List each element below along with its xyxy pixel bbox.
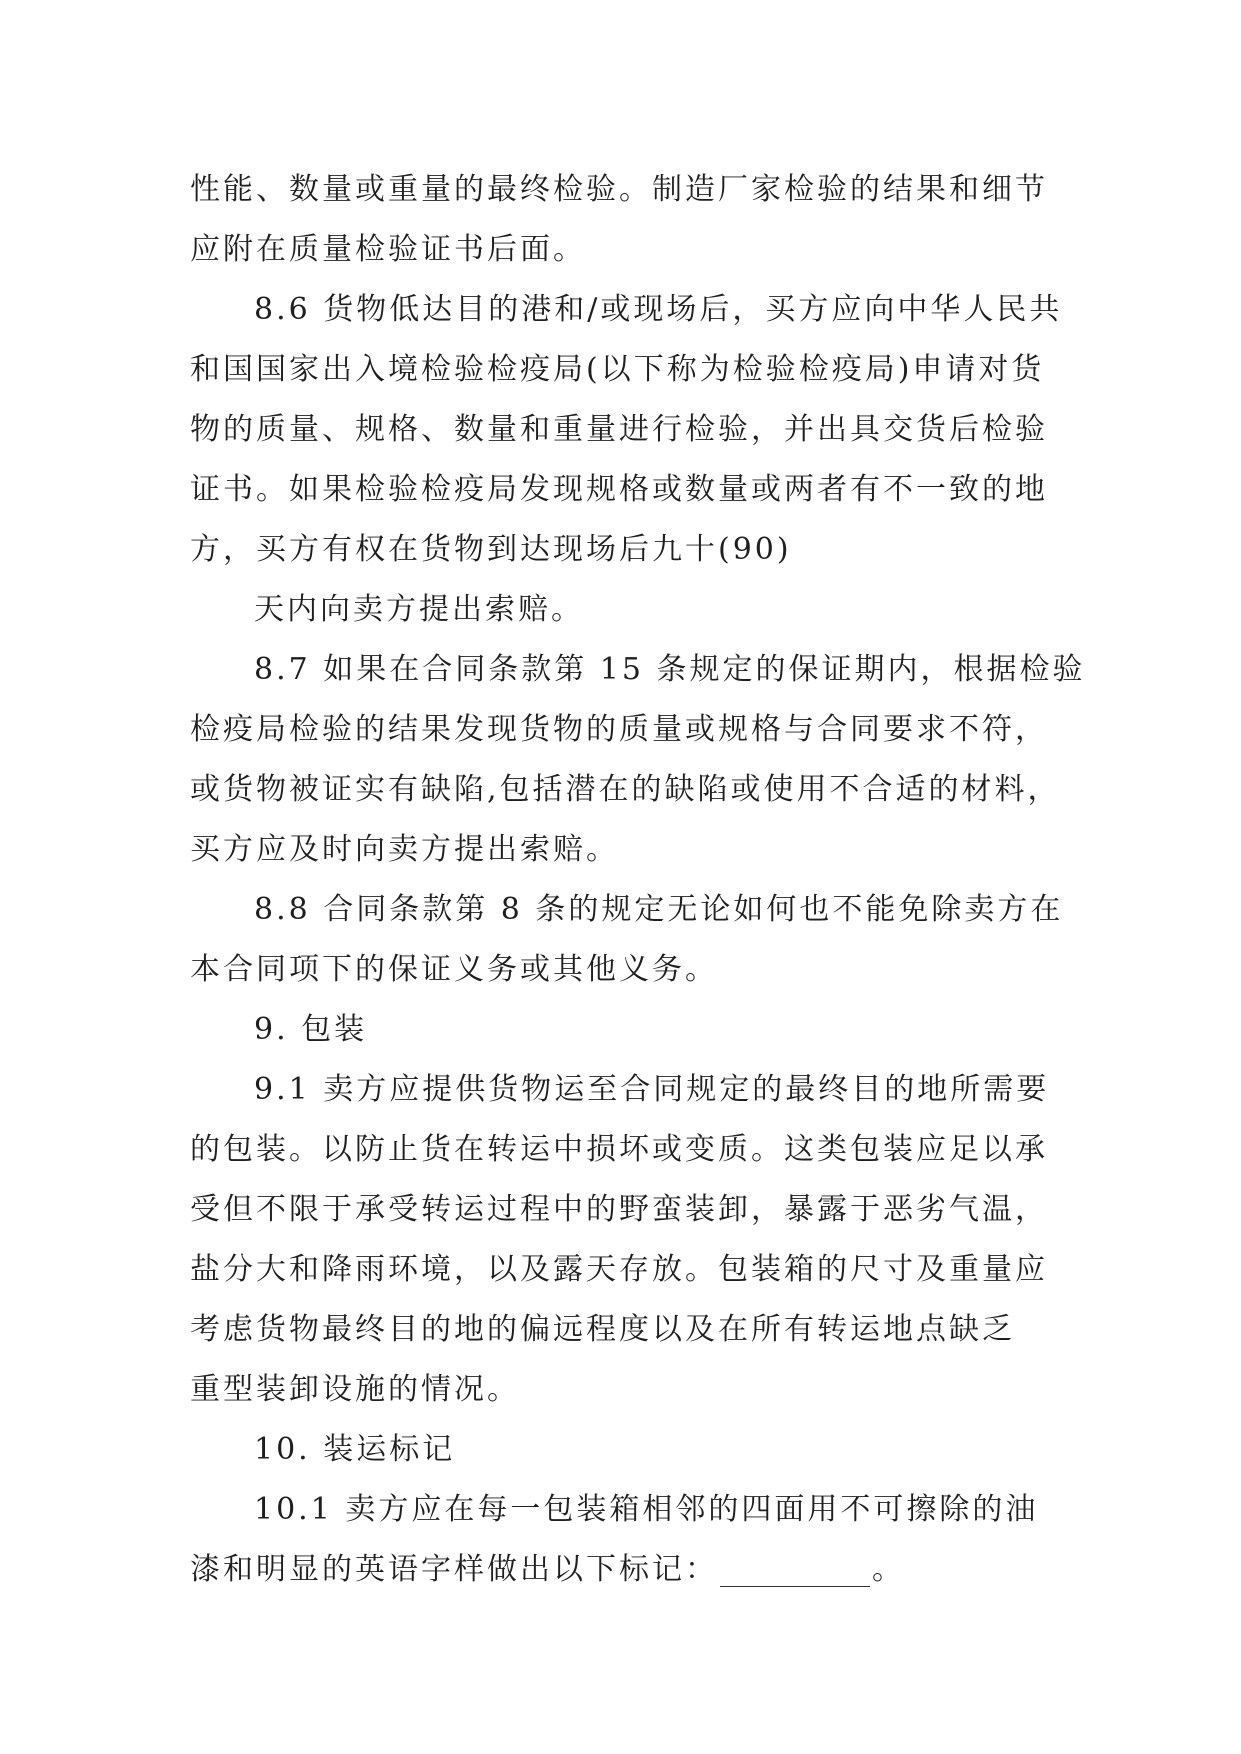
text-line: 和国国家出入境检验检疫局(以下称为检验检疫局)申请对货 — [190, 352, 1045, 387]
text-line: 证书。如果检验检疫局发现规格或数量或两者有不一致的地 — [190, 472, 1048, 507]
text-line: 天内向卖方提出索赔。 — [254, 592, 584, 627]
last-line — [190, 1540, 1050, 1600]
text-line: 应附在质量检验证书后面。 — [190, 232, 586, 267]
text-line: 方，买方有权在货物到达现场后九十(90) — [190, 532, 792, 567]
last-line-text: 漆和明显的英语字样做出以下标记： — [190, 1552, 718, 1587]
text-line: 买方应及时向卖方提出索赔。 — [190, 832, 619, 867]
fill-in-blank — [720, 1556, 870, 1587]
text-line: 性能、数量或重量的最终检验。制造厂家检验的结果和细节 — [190, 172, 1048, 207]
text-line: 考虑货物最终目的地的偏远程度以及在所有转运地点缺乏 — [190, 1312, 1015, 1347]
text-line: 或货物被证实有缺陷,包括潜在的缺陷或使用不合适的材料， — [190, 772, 1061, 807]
text-line: 重型装卸设施的情况。 — [190, 1372, 520, 1407]
clause-9-1-start: 9.1 卖方应提供货物运至合同规定的最终目的地所需要 — [254, 1072, 1050, 1107]
text-line: 本合同项下的保证义务或其他义务。 — [190, 952, 718, 987]
clause-8-7-start: 8.7 如果在合同条款第 15 条规定的保证期内，根据检验 — [254, 652, 1086, 687]
clause-10-1-start: 10.1 卖方应在每一包装箱相邻的四面用不可擦除的油 — [254, 1492, 1039, 1527]
section-9-heading: 9. 包装 — [254, 1012, 368, 1047]
text-line: 的包装。以防止货在转运中损坏或变质。这类包装应足以承 — [190, 1132, 1048, 1167]
text-line: 物的质量、规格、数量和重量进行检验，并出具交货后检验 — [190, 412, 1048, 447]
text-line: 受但不限于承受转运过程中的野蛮装卸，暴露于恶劣气温， — [190, 1192, 1048, 1227]
clause-8-6-start: 8.6 货物低达目的港和/或现场后，买方应向中华人民共 — [254, 292, 1063, 327]
last-line-end: 。 — [872, 1552, 905, 1587]
clause-8-8-start: 8.8 合同条款第 8 条的规定无论如何也不能免除卖方在 — [254, 892, 1064, 927]
text-line: 检疫局检验的结果发现货物的质量或规格与合同要求不符， — [190, 712, 1048, 747]
text-line: 盐分大和降雨环境，以及露天存放。包装箱的尺寸及重量应 — [190, 1252, 1048, 1287]
section-10-heading: 10. 装运标记 — [254, 1432, 456, 1467]
contract-text — [190, 160, 1086, 1600]
